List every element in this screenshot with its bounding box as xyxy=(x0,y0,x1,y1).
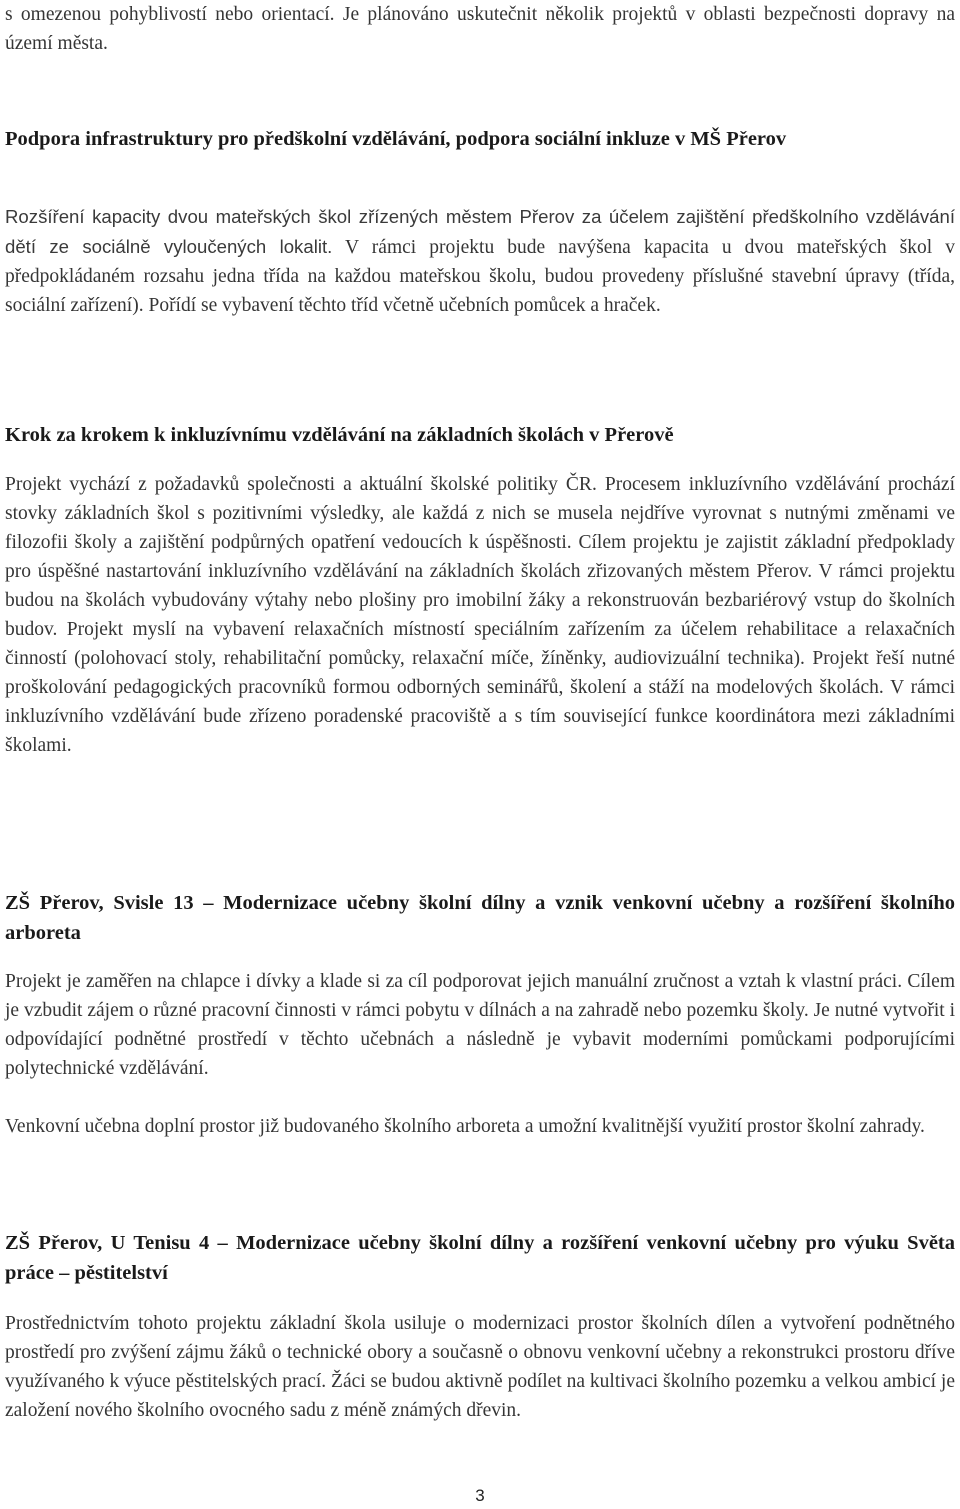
paragraph-traffic-safety: s omezenou pohyblivostí nebo orientací. Je plánováno uskutečnit několik projektů v oblasti bezpečnosti dopravy na území města. xyxy=(5,4,955,54)
heading-preschool-infrastructure: Podpora infrastruktury pro předškolní vzdělávání, podpora sociální inkluze v MŠ Přerov xyxy=(5,128,787,150)
paragraph-inclusive-education: Projekt vychází z požadavků společnosti a aktuální školské politiky ČR. Procesem inkluzívního vzdělávání prochází stovky základních škol s pozitivními výsledky, ale každá z nich se musela nejdříve vyrovnat s nutnými změnami ve filozofii školy a zajištění podpůrných opatření vedoucích k úspěšnosti. Cílem projektu je zajistit základní předpoklady pro úspěšné nastartování inkluzívního vzdělávání na základních školách zřizovaných městem Přerov. V rámci projektu budou na školách vybudovány výtahy nebo plošiny pro imobilní žáky a rekonstruován bezbariérový vstup do školních budov. Projekt myslí na vybavení relaxačních místností speciálním zařízením za účelem rehabilitace a relaxačních činností (polohovací stoly, rehabilitační pomůcky, relaxační míče, žíněnky, audiovizuální technika). Projekt řeší nutné proškolování pedagogických pracovníků formou odborných seminářů, školení a stáží na modelových školách. V rámci inkluzívního vzdělávání bude zřízeno poradenské pracoviště a s tím související funkce koordinátora mezi základními školami. xyxy=(5,474,955,756)
heading-zs-svisle: ZŠ Přerov, Svisle 13 – Modernizace učebny školní dílny a vznik venkovní učebny a rozšíření školního arboreta xyxy=(5,892,955,944)
paragraph-zs-u-tenisu: Prostřednictvím tohoto projektu základní škola usiluje o modernizaci prostor školních dílen a vytvoření podnětného prostředí pro zvýšení zájmu žáků o technické obory a současně o obnovu venkovní učebny a rekonstrukci prostoru dříve využívaného k výuce pěstitelských prací. Žáci se budou aktivně podílet na kultivaci školního pozemku a velkou ambicí je založení nového školního ovocného sadu z méně známých dřevin. xyxy=(5,1313,955,1421)
paragraph-outdoor-classroom: Venkovní učebna doplní prostor již budovaného školního arboreta a umožní kvalitnější využití prostor školní zahrady. xyxy=(5,1116,925,1137)
heading-zs-u-tenisu: ZŠ Přerov, U Tenisu 4 – Modernizace učebny školní dílny a rozšíření venkovní učebny pro výuku Světa práce – pěstitelství xyxy=(5,1232,955,1284)
paragraph-zs-svisle: Projekt je zaměřen na chlapce i dívky a klade si za cíl podporovat jejich manuální zručnost a vztah k vlastní práci. Cílem je vzbudit zájem o různé pracovní činnosti v rámci pobytu v dílnách a na zahradě nebo pozemku školy. Je nutné vytvořit i odpovídající podnětné prostředí v těchto učebnách a následně je vybavit moderními pomůckami podporujícími polytechnické vzdělávání. xyxy=(5,971,955,1079)
heading-inclusive-education: Krok za krokem k inkluzívnímu vzdělávání na základních školách v Přerově xyxy=(5,424,674,446)
page-number: 3 xyxy=(475,1486,485,1505)
paragraph-kindergarten-capacity-body: V rámci projektu bude navýšena kapacita u dvou mateřských škol v předpokládaném rozsahu jedna třída na každou mateřskou školu, budou provedeny příslušné stavební úpravy (třída, sociální zařízení). Pořídí se vybavení těchto tříd včetně učebních pomůcek a hraček. xyxy=(5,237,955,316)
paragraph-kindergarten-capacity xyxy=(5,202,955,320)
paragraph-kindergarten-capacity-lead: Rozšíření kapacity dvou mateřských škol zřízených městem Přerov za účelem zajištění předškolního vzdělávání dětí ze sociálně vyloučených lokalit. xyxy=(5,206,955,257)
